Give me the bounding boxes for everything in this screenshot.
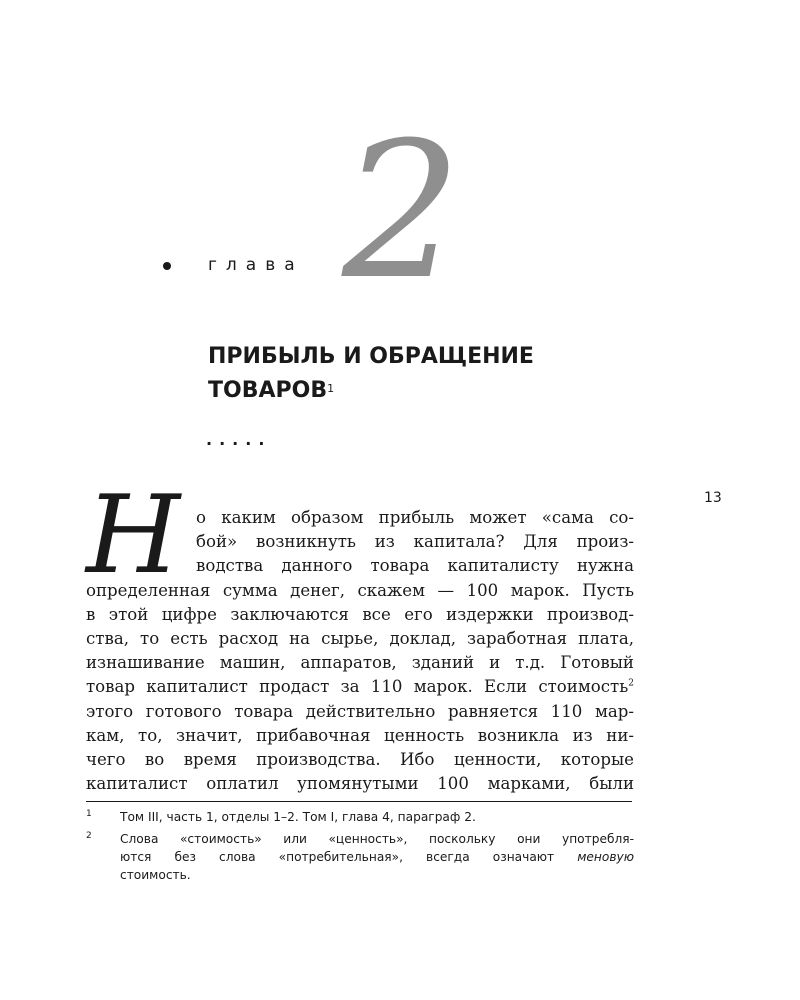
body-line: определенная сумма денег, скажем — 100 марок. Пусть: [86, 580, 634, 600]
footnote-text: [120, 830, 634, 884]
footnote-marker: 2: [86, 831, 92, 841]
footnote-1: [86, 808, 634, 826]
drop-cap: Н: [86, 473, 181, 598]
chapter-title: [208, 340, 628, 408]
body-line-with-note: [86, 675, 634, 699]
chapter-label: глава: [208, 255, 304, 275]
footnote-2: [86, 830, 634, 884]
body-line: о каким образом прибыль может «сама со-: [196, 508, 634, 527]
footnotes: [86, 808, 634, 888]
body-line: бой» возникнуть из капитала? Для произ-: [196, 532, 634, 552]
body-line: водства данного товара капиталисту нужна: [196, 556, 634, 576]
footnote-divider: [86, 801, 632, 802]
body-footnote-ref[interactable]: 2: [628, 678, 634, 689]
body-line: капиталист оплатил упомянутыми 100 марками, были: [86, 774, 634, 794]
body-line: чего во время производства. Ибо ценности, которые: [86, 750, 634, 770]
chapter-number: 2: [342, 102, 462, 321]
footnote-line: [120, 848, 634, 866]
footnote-line: Том III, часть 1, отделы 1–2. Том I, глава 4, параграф 2.: [120, 810, 476, 824]
body-paragraph: [86, 506, 634, 796]
chapter-title-line1: ПРИБЫЛЬ И ОБРАЩЕНИЕ: [208, 344, 534, 369]
page-number: 13: [704, 490, 722, 506]
body-line: изнашивание машин, аппаратов, зданий и т.д. Готовый: [86, 653, 634, 673]
footnote-line: стоимость.: [120, 868, 191, 882]
body-line: кам, то, значит, прибавочная ценность возникла из ни-: [86, 725, 634, 745]
body-line-text: товар капиталист продаст за 110 марок. Если стоимость: [86, 677, 629, 697]
chapter-bullet: [163, 262, 171, 270]
title-separator: .....: [206, 430, 272, 449]
footnote-marker: 1: [86, 809, 92, 819]
footnote-line: Слова «стоимость» или «ценность», поскольку они употребля-: [120, 832, 634, 846]
body-line: этого готового товара действительно равняется 110 мар-: [86, 701, 634, 721]
chapter-title-line2: ТОВАРОВ: [208, 378, 328, 403]
footnote-emphasis: меновую: [577, 850, 634, 864]
body-line: в этой цифре заключаются все его издержки производ-: [86, 604, 634, 624]
footnote-text: [120, 808, 634, 826]
title-footnote-ref[interactable]: 1: [327, 382, 335, 395]
footnote-line-start: ются без слова «потребительная», всегда означают: [120, 850, 555, 864]
body-line: ства, то есть расход на сырье, доклад, заработная плата,: [86, 629, 634, 649]
